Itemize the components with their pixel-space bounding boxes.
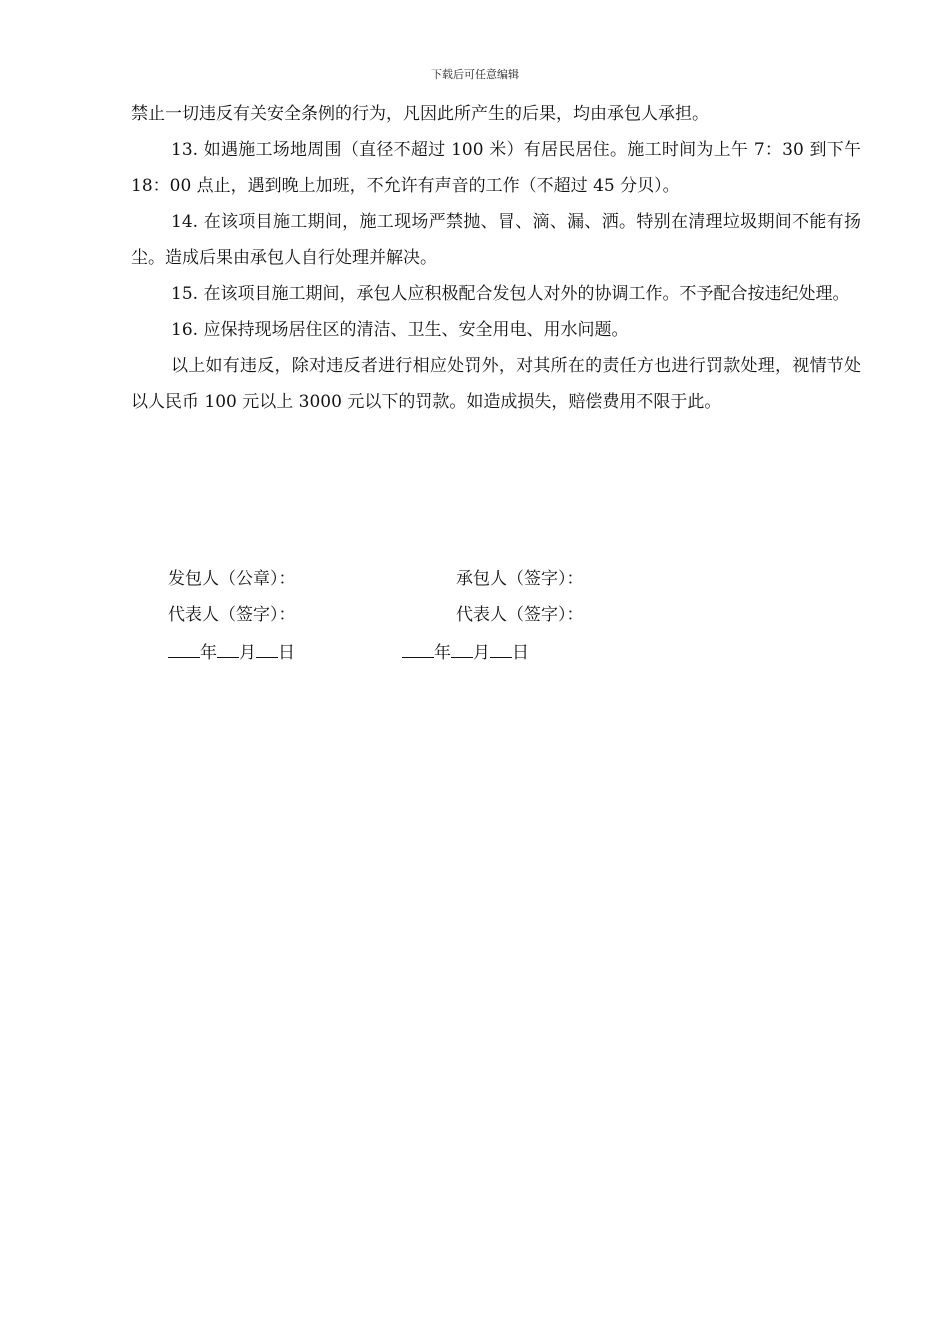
day-label: 日 — [278, 643, 295, 663]
contractor-representative-label: 代表人（签字）： — [456, 605, 584, 625]
signature-date-row — [168, 633, 688, 669]
year-label: 年 — [200, 643, 217, 663]
signature-party-row — [168, 561, 688, 597]
month-blank — [451, 633, 473, 658]
month-label: 月 — [239, 643, 256, 663]
year-blank — [168, 633, 200, 658]
clause-13: 13. 如遇施工场地周围（直径不超过 100 米）有居民居住。施工时间为上午 7：30 到下午 18：00 点止，遇到晚上加班，不允许有声音的工作（不超过 45 分贝）。 — [131, 140, 861, 196]
contract-body — [131, 96, 861, 420]
signature-representative-row — [168, 597, 688, 633]
employer-representative-label: 代表人（签字）： — [168, 605, 296, 625]
contractor-signature-label: 承包人（签字）： — [456, 569, 584, 589]
clause-14: 14. 在该项目施工期间，施工现场严禁抛、冒、滴、漏、洒。特别在清理垃圾期间不能有扬尘。造成后果由承包人自行处理并解决。 — [131, 212, 861, 268]
day-blank — [490, 633, 512, 658]
day-label: 日 — [512, 643, 529, 663]
day-blank — [256, 633, 278, 658]
year-label: 年 — [434, 643, 451, 663]
month-label: 月 — [473, 643, 490, 663]
clause-16: 16. 应保持现场居住区的清洁、卫生、安全用电、用水问题。 — [171, 320, 629, 340]
clause-15: 15. 在该项目施工期间，承包人应积极配合发包人对外的协调工作。不予配合按违纪处理。 — [171, 284, 850, 304]
signature-block — [168, 561, 688, 669]
contractor-date — [402, 633, 529, 671]
year-blank — [402, 633, 434, 658]
month-blank — [217, 633, 239, 658]
paragraph-continuation: 禁止一切违反有关安全条例的行为，凡因此所产生的后果，均由承包人承担。 — [131, 104, 709, 124]
page-header-note: 下载后可任意编辑 — [431, 68, 519, 81]
employer-seal-label: 发包人（公章）： — [168, 569, 296, 589]
employer-date — [168, 633, 295, 671]
penalty-clause: 以上如有违反，除对违反者进行相应处罚外，对其所在的责任方也进行罚款处理，视情节处以人民币 100 元以上 3000 元以下的罚款。如造成损失，赔偿费用不限于此。 — [131, 356, 861, 412]
